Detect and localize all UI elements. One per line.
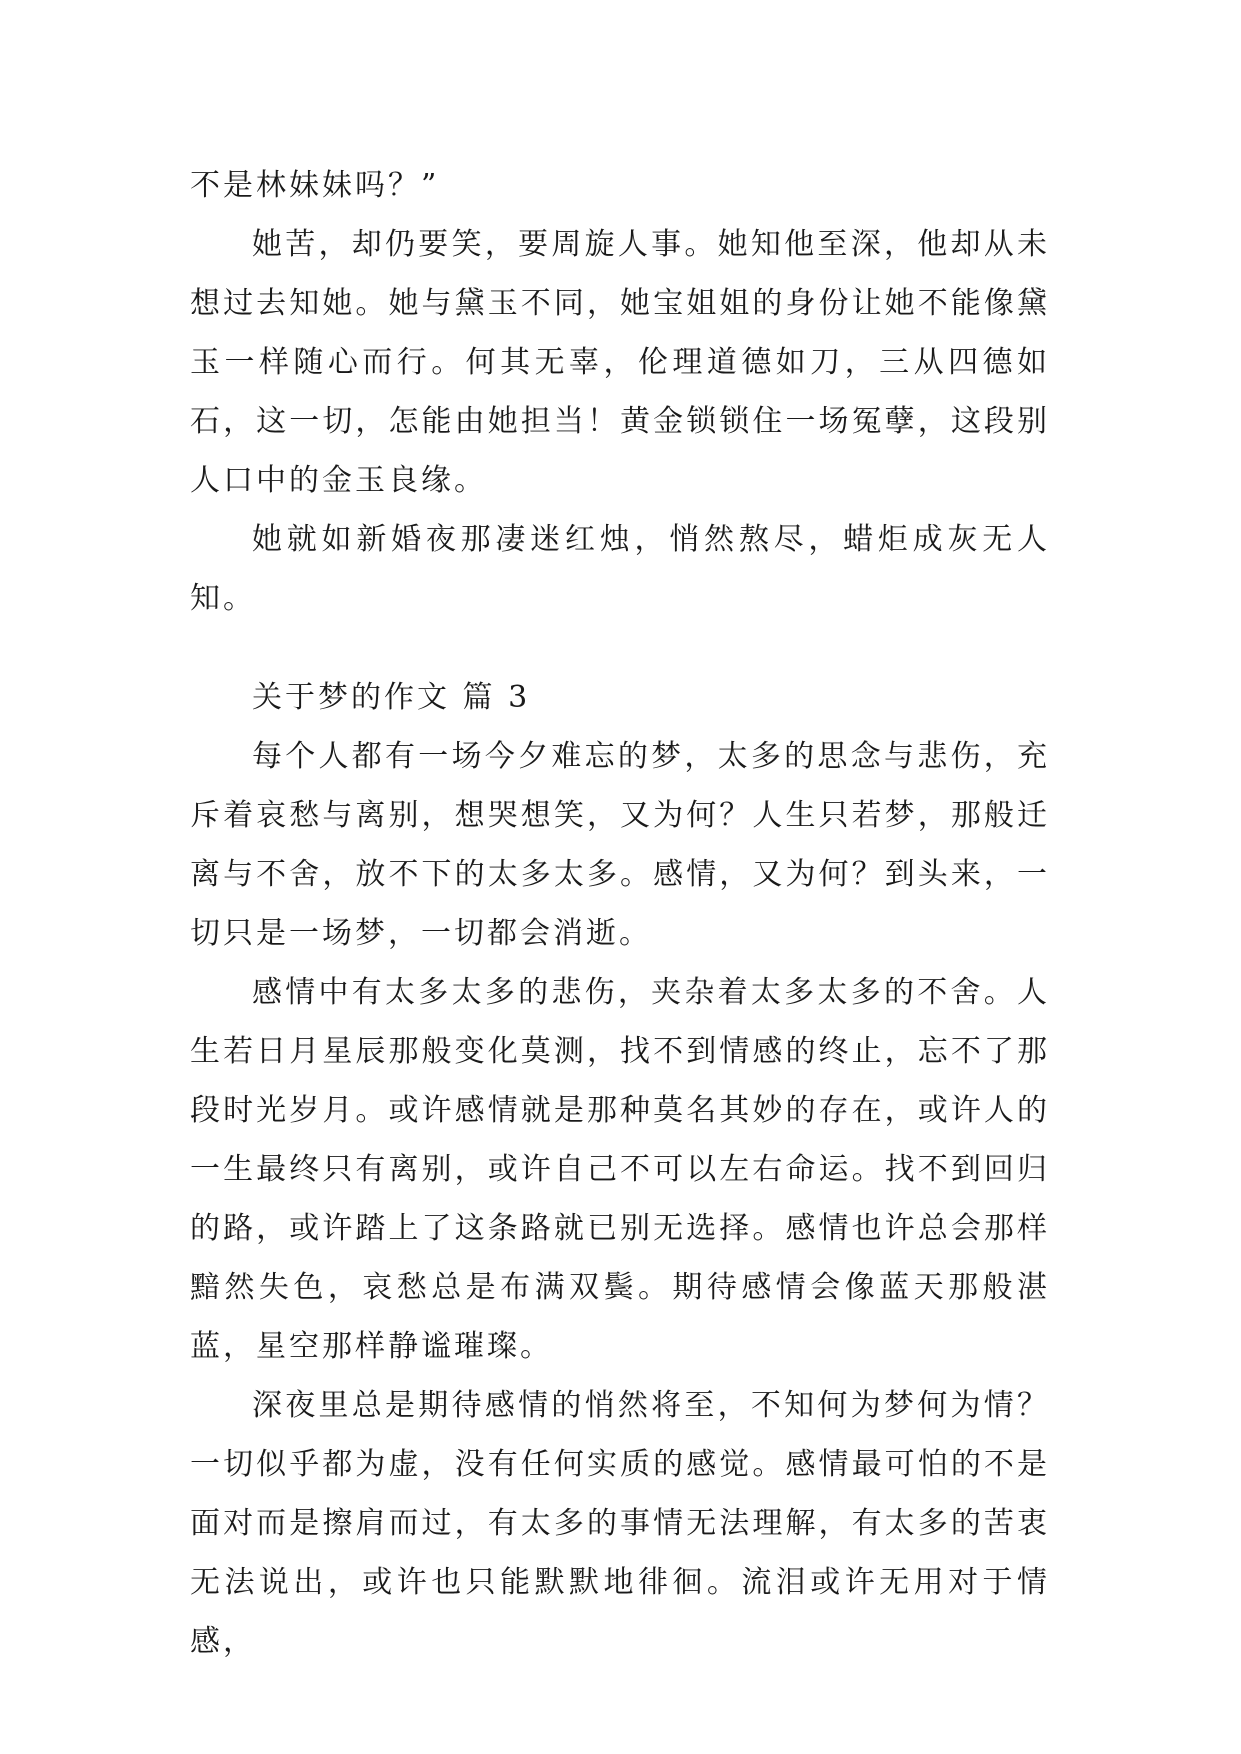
paragraph-baochai: 她苦，却仍要笑，要周旋人事。她知他至深，他却从未想过去知她。她与黛玉不同，她宝姐姐的身份让她不能像黛玉一样随心而行。何其无辜，伦理道德如刀，三从四德如石，这一切，怎能由她担当！黄金锁锁住一场冤孽，这段别人口中的金玉良缘。 [190, 227, 1050, 498]
paragraph-red-candle: 她就如新婚夜那凄迷红烛，悄然熬尽，蜡炬成灰无人知。 [190, 522, 1050, 616]
section-heading: 关于梦的作文 篇 3 [252, 680, 531, 715]
paragraph-late-night: 深夜里总是期待感情的悄然将至，不知何为梦何为情？一切似乎都为虚，没有任何实质的感觉。感情最可怕的不是面对而是擦肩而过，有太多的事情无法理解，有太多的苦衷无法说出，或许也只能默默地徘徊。流泪或许无用对于情感， [190, 1388, 1050, 1659]
document-body [190, 156, 1050, 1671]
paragraph-continuation: 不是林妹妹吗？” [190, 168, 440, 203]
section-gap [190, 628, 1050, 668]
paragraph-dream-intro: 每个人都有一场今夕难忘的梦，太多的思念与悲伤，充斥着哀愁与离别，想哭想笑，又为何？人生只若梦，那般迁离与不舍，放不下的太多太多。感情，又为何？到头来，一切只是一场梦，一切都会消逝。 [190, 739, 1050, 951]
paragraph-emotion-sorrow: 感情中有太多太多的悲伤，夹杂着太多太多的不舍。人生若日月星辰那般变化莫测，找不到情感的终止，忘不了那段时光岁月。或许感情就是那种莫名其妙的存在，或许人的一生最终只有离别，或许自己不可以左右命运。找不到回归的路，或许踏上了这条路就已别无选择。感情也许总会那样黯然失色，哀愁总是布满双鬓。期待感情会像蓝天那般湛蓝，星空那样静谧璀璨。 [190, 975, 1050, 1364]
